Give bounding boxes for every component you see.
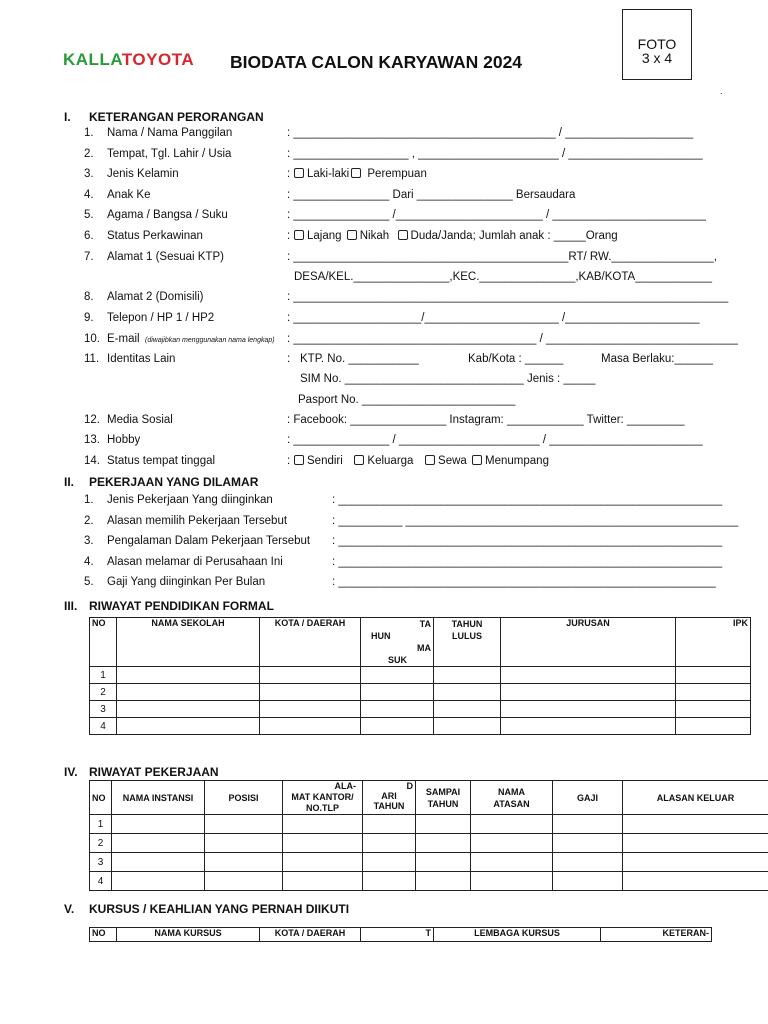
edu-header-major: JURUSAN <box>501 618 676 667</box>
address-line2[interactable]: DESA/KEL._______________,KEC._______________,KAB/KOTA____________ <box>294 271 712 283</box>
work-cell[interactable] <box>416 853 471 872</box>
work-header-atasan <box>471 781 553 815</box>
section1-heading <box>64 110 264 124</box>
section1-row-label: Status tempat tinggal <box>107 455 216 467</box>
section3-label: III. <box>64 599 78 613</box>
section5-title: KURSUS / KEAHLIAN YANG PERNAH DIIKUTI <box>89 902 350 916</box>
ktp-kab-field[interactable]: Kab/Kota : ______ <box>468 353 564 365</box>
section1-row-label: Identitas Lain <box>107 353 176 365</box>
work-row-no: 4 <box>90 872 112 891</box>
checkbox-laki-laki[interactable] <box>294 168 304 178</box>
work-h-mat: MAT KANTOR/ <box>291 792 354 802</box>
section2-row-num: 3. <box>84 535 94 547</box>
edu-cell[interactable] <box>260 667 361 684</box>
work-header-alamat <box>283 781 363 815</box>
edu-cell[interactable] <box>260 718 361 735</box>
checkbox-nikah[interactable] <box>347 230 357 240</box>
checkbox-menumpang[interactable] <box>472 455 482 465</box>
edu-cell[interactable] <box>117 667 260 684</box>
edu-header-gpa: IPK <box>676 618 751 667</box>
work-cell[interactable] <box>553 872 623 891</box>
children-count-field[interactable]: Jumlah anak : _____Orang <box>478 230 618 242</box>
page-title: BIODATA CALON KARYAWAN 2024 <box>230 52 523 72</box>
checkbox-perempuan[interactable] <box>351 168 361 178</box>
work-cell[interactable] <box>416 872 471 891</box>
kalla-toyota-logo <box>63 50 194 70</box>
section4-label: IV. <box>64 765 78 779</box>
residence-menumpang: Menumpang <box>485 455 549 467</box>
sim-field[interactable]: SIM No. ____________________________ Jenis : _____ <box>300 373 596 385</box>
section2-heading <box>64 475 259 489</box>
section2-label: II. <box>64 475 75 489</box>
work-row-no: 1 <box>90 815 112 834</box>
section5-label: V. <box>64 902 75 916</box>
edu-cell[interactable] <box>676 701 751 718</box>
section1-title: KETERANGAN PERORANGAN <box>89 110 264 124</box>
work-cell[interactable] <box>471 834 553 853</box>
section2-row-num: 5. <box>84 576 94 588</box>
section2-row-label: Gaji Yang diinginkan Per Bulan <box>107 576 266 588</box>
section1-row-field[interactable]: : _______________ Dari _______________ Bersaudara <box>287 189 576 201</box>
edu-row-no: 2 <box>90 684 117 701</box>
section4-title: RIWAYAT PEKERJAAN <box>89 765 219 779</box>
section1-row-field[interactable]: : <box>287 455 291 467</box>
section2-row-num: 4. <box>84 556 94 568</box>
ktp-expiry-field[interactable]: Masa Berlaku:______ <box>601 353 713 365</box>
work-row-no: 3 <box>90 853 112 872</box>
course-header-institution: LEMBAGA KURSUS <box>434 928 601 942</box>
edu-cell[interactable] <box>434 718 501 735</box>
course-header-name: NAMA KURSUS <box>117 928 260 942</box>
work-row-no: 2 <box>90 834 112 853</box>
section1-row-num: 8. <box>84 291 94 303</box>
work-cell[interactable] <box>553 853 623 872</box>
work-cell[interactable] <box>112 872 205 891</box>
work-cell[interactable] <box>471 815 553 834</box>
edu-cell[interactable] <box>501 667 676 684</box>
section4-heading <box>64 765 219 779</box>
section1-row-field[interactable]: : ______________________________________ / ______________________________ <box>287 333 738 345</box>
edu-cell[interactable] <box>676 718 751 735</box>
section3-title: RIWAYAT PENDIDIKAN FORMAL <box>89 599 274 613</box>
work-h-sampai: SAMPAI <box>425 786 461 797</box>
work-cell[interactable] <box>205 834 283 853</box>
work-h-ari: ARI <box>381 791 397 801</box>
work-header-dari <box>363 781 416 815</box>
work-cell[interactable] <box>471 872 553 891</box>
checkbox-sewa[interactable] <box>425 455 435 465</box>
gender-laki-laki: Laki-laki <box>307 168 350 180</box>
table-row <box>90 701 751 718</box>
work-cell[interactable] <box>205 853 283 872</box>
edu-cell[interactable] <box>361 667 434 684</box>
section1-row-field[interactable]: : ___________________________________________RT/ RW.________________, <box>287 251 717 263</box>
section1-row-label: Nama / Nama Panggilan <box>107 127 233 139</box>
edu-cell[interactable] <box>434 667 501 684</box>
section1-row-label: Media Sosial <box>107 414 173 426</box>
work-h-ala: ALA- <box>334 781 356 791</box>
section1-row-field[interactable]: : _______________ / ______________________ / ________________________ <box>287 434 703 446</box>
residence-sewa: Sewa <box>438 455 467 467</box>
edu-cell[interactable] <box>361 718 434 735</box>
work-header-alasan: ALASAN KELUAR <box>623 781 768 815</box>
marital-lajang: Lajang <box>307 230 342 242</box>
section3-heading <box>64 599 274 613</box>
work-cell[interactable] <box>623 834 768 853</box>
marital-options <box>292 230 618 242</box>
edu-cell[interactable] <box>117 684 260 701</box>
work-history-table <box>89 780 768 891</box>
work-cell[interactable] <box>283 872 363 891</box>
section1-row-field[interactable]: : <box>287 230 291 242</box>
table-row <box>90 815 768 834</box>
edu-header-no: NO <box>90 618 117 667</box>
checkbox-duda-janda[interactable] <box>398 230 408 240</box>
work-cell[interactable] <box>623 872 768 891</box>
section1-row-label: Status Perkawinan <box>107 230 203 242</box>
course-header-year: T <box>361 928 434 942</box>
edu-cell[interactable] <box>501 684 676 701</box>
photo-size: 3 x 4 <box>641 50 673 66</box>
section1-row-label: Telepon / HP 1 / HP2 <box>107 312 215 324</box>
work-cell[interactable] <box>363 853 416 872</box>
section2-row-field[interactable]: : ____________________________________________________________ <box>332 494 723 506</box>
ktp-field[interactable]: KTP. No. ___________ <box>300 353 419 365</box>
section1-row-label: Alamat 2 (Domisili) <box>107 291 204 303</box>
work-header-gaji: GAJI <box>553 781 623 815</box>
section2-row-label: Alasan melamar di Perusahaan Ini <box>107 556 283 568</box>
gender-perempuan: Perempuan <box>367 168 427 180</box>
section1-row-label: Alamat 1 (Sesuai KTP) <box>107 251 224 263</box>
edu-h-hun: HUN <box>371 631 391 641</box>
work-cell[interactable] <box>553 834 623 853</box>
logo-toyota: TOYOTA <box>121 50 195 69</box>
work-h-nama: NAMA <box>498 786 525 797</box>
work-h-tahun1: TAHUN <box>373 801 405 811</box>
work-h-notlp: NO.TLP <box>306 803 339 813</box>
work-cell[interactable] <box>112 834 205 853</box>
section1-row-num: 10. <box>84 333 100 345</box>
email-note: (diwajibkan menggunakan nama lengkap) <box>145 337 275 344</box>
work-header-instansi: NAMA INSTANSI <box>112 781 205 815</box>
work-cell[interactable] <box>112 853 205 872</box>
gender-options <box>292 168 427 180</box>
section2-row-field[interactable]: : ____________________________________________________________ <box>332 556 723 568</box>
section5-heading <box>64 902 350 916</box>
logo-kalla: KALLA <box>63 50 122 69</box>
edu-cell[interactable] <box>260 684 361 701</box>
photo-label: FOTO <box>637 36 677 52</box>
section1-row-label: E-mail <box>107 333 140 345</box>
edu-row-no: 4 <box>90 718 117 735</box>
work-header-posisi: POSISI <box>205 781 283 815</box>
section1-row-field[interactable]: : <box>287 168 291 180</box>
section2-row-label: Jenis Pekerjaan Yang diinginkan <box>107 494 273 506</box>
edu-cell[interactable] <box>501 701 676 718</box>
work-h-atasan: ATASAN <box>493 798 530 809</box>
edu-cell[interactable] <box>117 701 260 718</box>
work-cell[interactable] <box>283 815 363 834</box>
edu-h-tahun: TAHUN <box>451 619 483 629</box>
edu-h-lulus: LULUS <box>452 631 482 641</box>
section1-label: I. <box>64 110 71 124</box>
edu-cell[interactable] <box>676 667 751 684</box>
table-row <box>90 853 768 872</box>
edu-header-year-out <box>434 618 501 667</box>
section2-row-num: 1. <box>84 494 94 506</box>
table-row <box>90 667 751 684</box>
edu-cell[interactable] <box>434 701 501 718</box>
section1-row-field[interactable]: : __________________ , ______________________ / _____________________ <box>287 148 703 160</box>
work-cell[interactable] <box>623 853 768 872</box>
residence-keluarga: Keluarga <box>367 455 414 467</box>
edu-header-school: NAMA SEKOLAH <box>117 618 260 667</box>
section1-row-field[interactable]: : ____________________/_____________________ /_____________________ <box>287 312 700 324</box>
section1-row-field[interactable]: : _________________________________________ / ____________________ <box>287 127 694 139</box>
section1-row-num: 12. <box>84 414 100 426</box>
checkbox-lajang[interactable] <box>294 230 304 240</box>
work-cell[interactable] <box>205 815 283 834</box>
edu-row-no: 1 <box>90 667 117 684</box>
section1-row-label: Tempat, Tgl. Lahir / Usia <box>107 148 232 160</box>
marital-nikah: Nikah <box>359 230 390 242</box>
residence-options <box>292 455 549 467</box>
table-row <box>90 872 768 891</box>
edu-cell[interactable] <box>117 718 260 735</box>
work-cell[interactable] <box>283 834 363 853</box>
section1-row-num: 11. <box>84 353 100 365</box>
section2-title: PEKERJAAN YANG DILAMAR <box>89 475 259 489</box>
section1-row-field[interactable]: : ____________________________________________________________________ <box>287 291 729 303</box>
work-cell[interactable] <box>471 853 553 872</box>
work-cell[interactable] <box>416 815 471 834</box>
photo-box <box>622 9 692 80</box>
work-cell[interactable] <box>416 834 471 853</box>
section1-row-num: 7. <box>84 251 94 263</box>
table-row <box>90 684 751 701</box>
work-cell[interactable] <box>205 872 283 891</box>
edu-cell[interactable] <box>501 718 676 735</box>
edu-row-no: 3 <box>90 701 117 718</box>
residence-sendiri: Sendiri <box>307 455 343 467</box>
section2-row-label: Pengalaman Dalam Pekerjaan Tersebut <box>107 535 311 547</box>
work-h-tahun2: TAHUN <box>427 798 459 809</box>
section1-row-num: 1. <box>84 127 94 139</box>
section2-row-field[interactable]: : __________ ____________________________________________________ <box>332 515 739 527</box>
education-table <box>89 617 751 735</box>
section2-row-field[interactable]: : ___________________________________________________________ <box>332 576 716 588</box>
section1-row-num: 3. <box>84 168 94 180</box>
section1-row-label: Jenis Kelamin <box>107 168 179 180</box>
edu-h-ta: TA <box>419 619 431 629</box>
section1-row-field[interactable]: : Facebook: _______________ Instagram: ____________ Twitter: _________ <box>287 414 685 426</box>
passport-field[interactable]: Pasport No. ________________________ <box>298 394 516 406</box>
work-cell[interactable] <box>363 815 416 834</box>
checkbox-sendiri[interactable] <box>294 455 304 465</box>
course-header-notes: KETERAN- <box>601 928 712 942</box>
edu-cell[interactable] <box>260 701 361 718</box>
work-h-d: D <box>406 781 413 791</box>
section2-row-field[interactable]: : ____________________________________________________________ <box>332 535 723 547</box>
section1-row-field[interactable]: : <box>287 353 291 365</box>
edu-cell[interactable] <box>361 684 434 701</box>
work-cell[interactable] <box>112 815 205 834</box>
edu-header-city: KOTA / DAERAH <box>260 618 361 667</box>
course-header-city: KOTA / DAERAH <box>260 928 361 942</box>
course-table <box>89 927 712 942</box>
edu-cell[interactable] <box>361 701 434 718</box>
course-header-no: NO <box>90 928 117 942</box>
section1-row-num: 13. <box>84 434 100 446</box>
stray-dot: . <box>720 86 723 96</box>
table-row <box>90 834 768 853</box>
work-cell[interactable] <box>623 815 768 834</box>
section1-row-num: 5. <box>84 209 94 221</box>
section1-row-num: 2. <box>84 148 94 160</box>
checkbox-keluarga[interactable] <box>354 455 364 465</box>
work-header-sampai <box>416 781 471 815</box>
work-cell[interactable] <box>553 815 623 834</box>
work-cell[interactable] <box>283 853 363 872</box>
work-header-no: NO <box>90 781 112 815</box>
marital-duda-janda: Duda/Janda; <box>410 230 476 242</box>
section1-row-label: Hobby <box>107 434 141 446</box>
table-row <box>90 718 751 735</box>
section1-row-num: 14. <box>84 455 100 467</box>
edu-cell[interactable] <box>676 684 751 701</box>
section1-row-num: 6. <box>84 230 94 242</box>
section1-row-field[interactable]: : _______________ /_______________________ / ________________________ <box>287 209 706 221</box>
section1-row-num: 4. <box>84 189 94 201</box>
edu-cell[interactable] <box>434 684 501 701</box>
edu-header-year-in <box>361 618 434 667</box>
section2-row-label: Alasan memilih Pekerjaan Tersebut <box>107 515 288 527</box>
section2-row-num: 2. <box>84 515 94 527</box>
section1-row-label: Agama / Bangsa / Suku <box>107 209 228 221</box>
work-cell[interactable] <box>363 872 416 891</box>
section1-row-label: Anak Ke <box>107 189 151 201</box>
edu-h-suk: SUK <box>388 655 408 665</box>
section1-row-num: 9. <box>84 312 94 324</box>
work-cell[interactable] <box>363 834 416 853</box>
edu-h-ma: MA <box>417 643 431 653</box>
